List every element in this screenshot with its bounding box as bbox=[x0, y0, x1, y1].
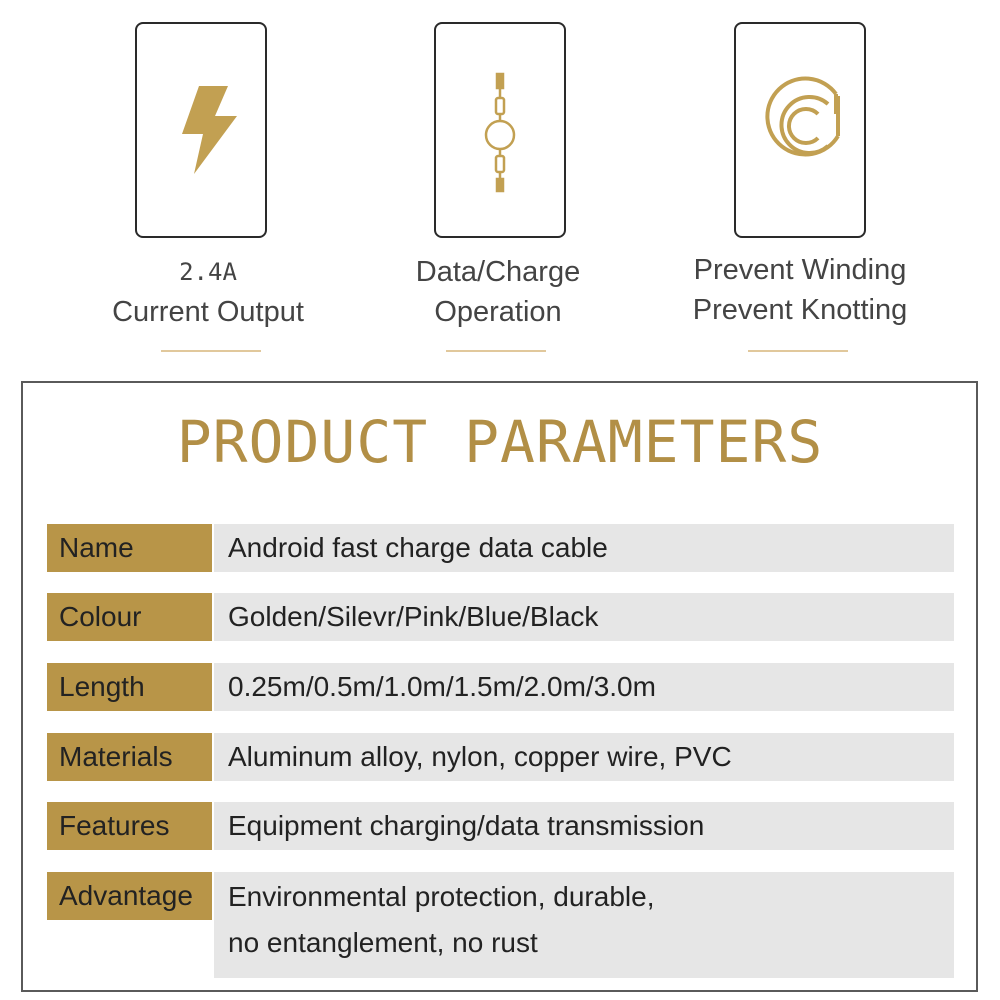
cable-connector-icon bbox=[436, 24, 564, 236]
feature-card bbox=[135, 22, 267, 238]
feature-card bbox=[434, 22, 566, 238]
coil-winding-icon bbox=[736, 24, 864, 236]
param-value-materials: Aluminum alloy, nylon, copper wire, PVC bbox=[214, 733, 954, 781]
param-value-length: 0.25m/0.5m/1.0m/1.5m/2.0m/3.0m bbox=[214, 663, 954, 711]
feature-line1: 2.4A bbox=[179, 258, 237, 286]
feature-card bbox=[734, 22, 866, 238]
advantage-line2: no entanglement, no rust bbox=[228, 927, 538, 958]
feature-prevent-winding bbox=[650, 0, 950, 360]
section-title: PRODUCT PARAMETERS bbox=[176, 408, 824, 476]
param-value-name: Android fast charge data cable bbox=[214, 524, 954, 572]
param-label-name: Name bbox=[47, 524, 212, 572]
param-value-advantage bbox=[214, 872, 954, 978]
feature-line1: Prevent Winding bbox=[693, 254, 907, 286]
feature-current-output bbox=[58, 0, 358, 360]
feature-divider bbox=[161, 350, 261, 352]
feature-data-charge bbox=[348, 0, 648, 360]
feature-line2: Prevent Knotting bbox=[692, 294, 908, 326]
lightning-bolt-icon bbox=[137, 24, 265, 236]
param-value-features: Equipment charging/data transmission bbox=[214, 802, 954, 850]
param-label-length: Length bbox=[47, 663, 212, 711]
param-label-advantage: Advantage bbox=[47, 872, 212, 920]
feature-line1: Data/Charge bbox=[415, 256, 581, 288]
feature-divider bbox=[748, 350, 848, 352]
param-label-features: Features bbox=[47, 802, 212, 850]
param-value-colour: Golden/Silevr/Pink/Blue/Black bbox=[214, 593, 954, 641]
feature-divider bbox=[446, 350, 546, 352]
advantage-line1: Environmental protection, durable, bbox=[228, 881, 655, 912]
feature-line2: Current Output bbox=[112, 296, 304, 328]
feature-line2: Operation bbox=[434, 296, 562, 328]
param-label-colour: Colour bbox=[47, 593, 212, 641]
param-label-materials: Materials bbox=[47, 733, 212, 781]
